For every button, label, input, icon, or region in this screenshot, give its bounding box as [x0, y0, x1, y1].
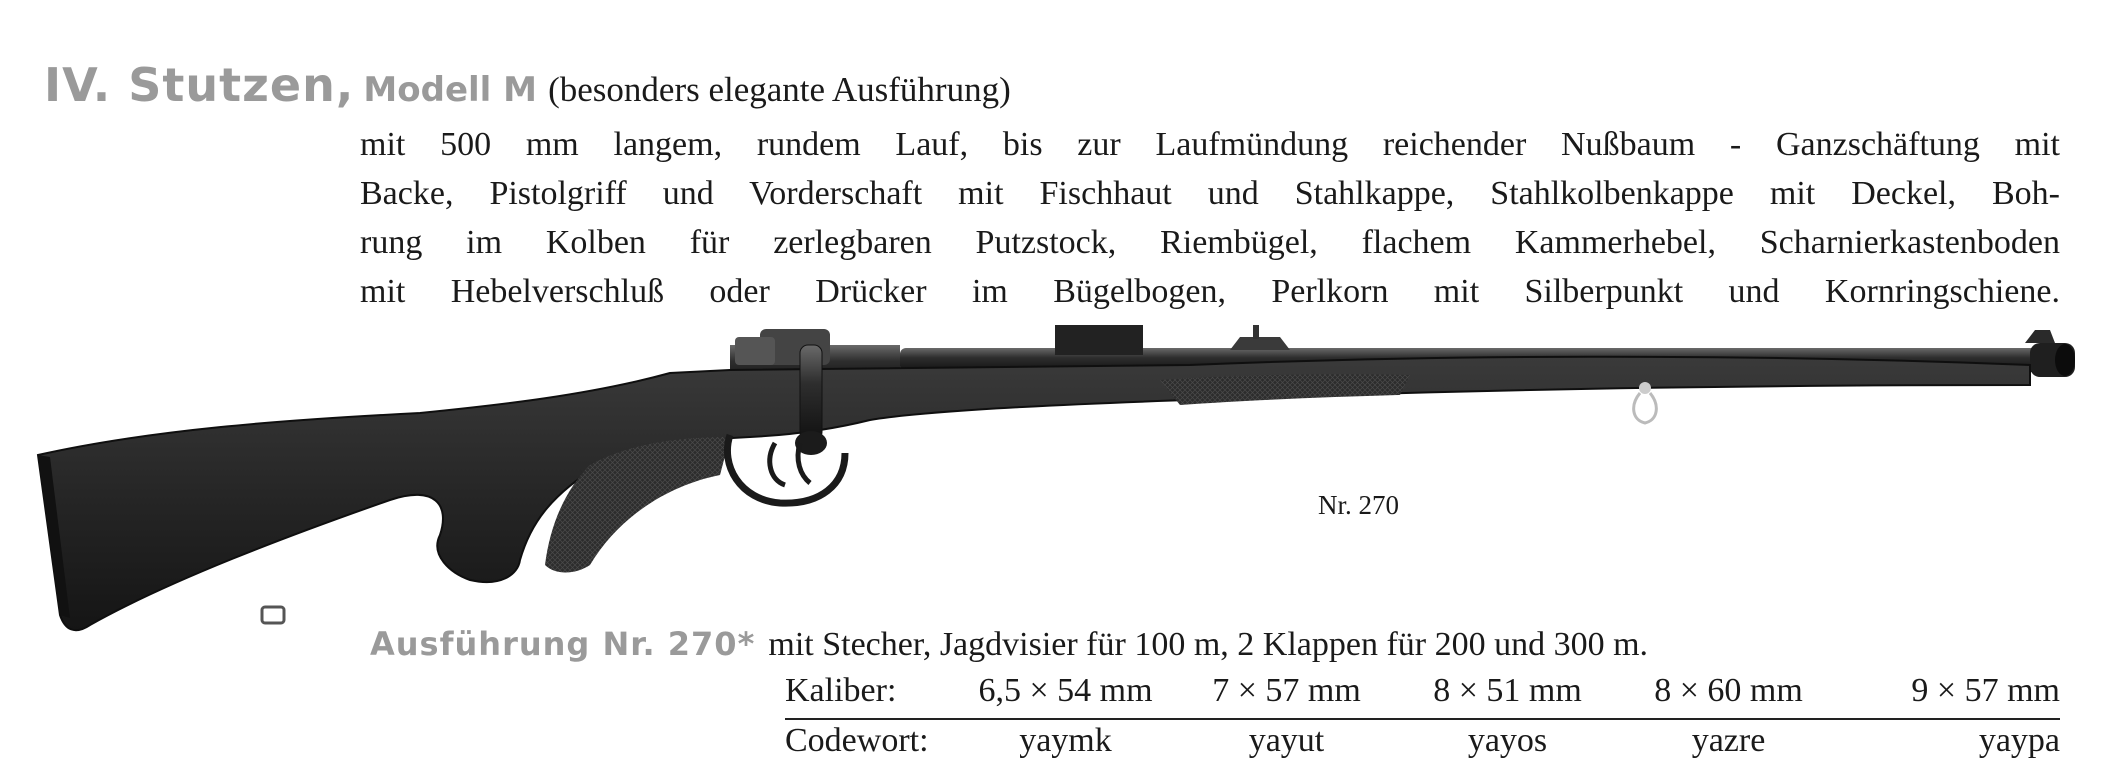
table-cell: 9 × 57 mm: [1911, 672, 2060, 709]
description-line: rung im Kolben für zerlegbaren Putzstock, Riembügel, flachem Kammerhebel, Scharnierkastenboden: [360, 224, 2060, 261]
variant-label: Ausführung Nr. 270*: [370, 625, 756, 663]
variant-text: mit Stecher, Jagdvisier für 100 m, 2 Klappen für 200 und 300 m.: [768, 626, 1649, 663]
image-caption: Nr. 270: [1318, 490, 1399, 520]
caliber-table: [785, 672, 2060, 768]
table-cell: 8 × 51 mm: [1433, 672, 1582, 709]
trigger-guard: [727, 435, 845, 503]
bolt-handle: [795, 345, 827, 455]
table-cell: yaypa: [1978, 722, 2060, 759]
description-paragraph: [360, 120, 2060, 316]
table-cell: yayut: [1248, 722, 1325, 759]
description-line: Backe, Pistolgriff und Vorderschaft mit Fischhaut und Stahlkappe, Stahlkolbenkappe mit Deckel, Boh-: [360, 175, 2060, 212]
table-cell: 6,5 × 54 mm: [978, 672, 1153, 709]
table-row-kaliber: [785, 672, 2060, 720]
stock: [38, 357, 2030, 630]
variant-line: [370, 625, 1648, 664]
table-cell: yaymk: [1019, 722, 1112, 759]
description-line: mit Hebelverschluß oder Drücker im Bügelbogen, Perlkorn mit Silberpunkt und Kornringschiene.: [360, 273, 2060, 310]
rear-sight: [1230, 325, 1290, 350]
kaliber-label: Kaliber:: [785, 672, 897, 709]
heading-title: IV. Stutzen,: [44, 58, 355, 112]
description-line: mit 500 mm langem, rundem Lauf, bis zur Laufmündung reichender Nußbaum - Ganzschäftung mit: [360, 126, 2060, 163]
table-cell: yazre: [1691, 722, 1766, 759]
table-cell: 8 × 60 mm: [1654, 672, 1803, 709]
section-heading: [44, 58, 1011, 112]
codewort-label: Codewort:: [785, 722, 929, 759]
table-row-codewort: [785, 722, 2060, 768]
heading-model: Modell M: [363, 70, 537, 110]
heading-note: (besonders elegante Ausführung): [548, 70, 1011, 109]
table-cell: yayos: [1467, 722, 1548, 759]
table-cell: 7 × 57 mm: [1212, 672, 1361, 709]
